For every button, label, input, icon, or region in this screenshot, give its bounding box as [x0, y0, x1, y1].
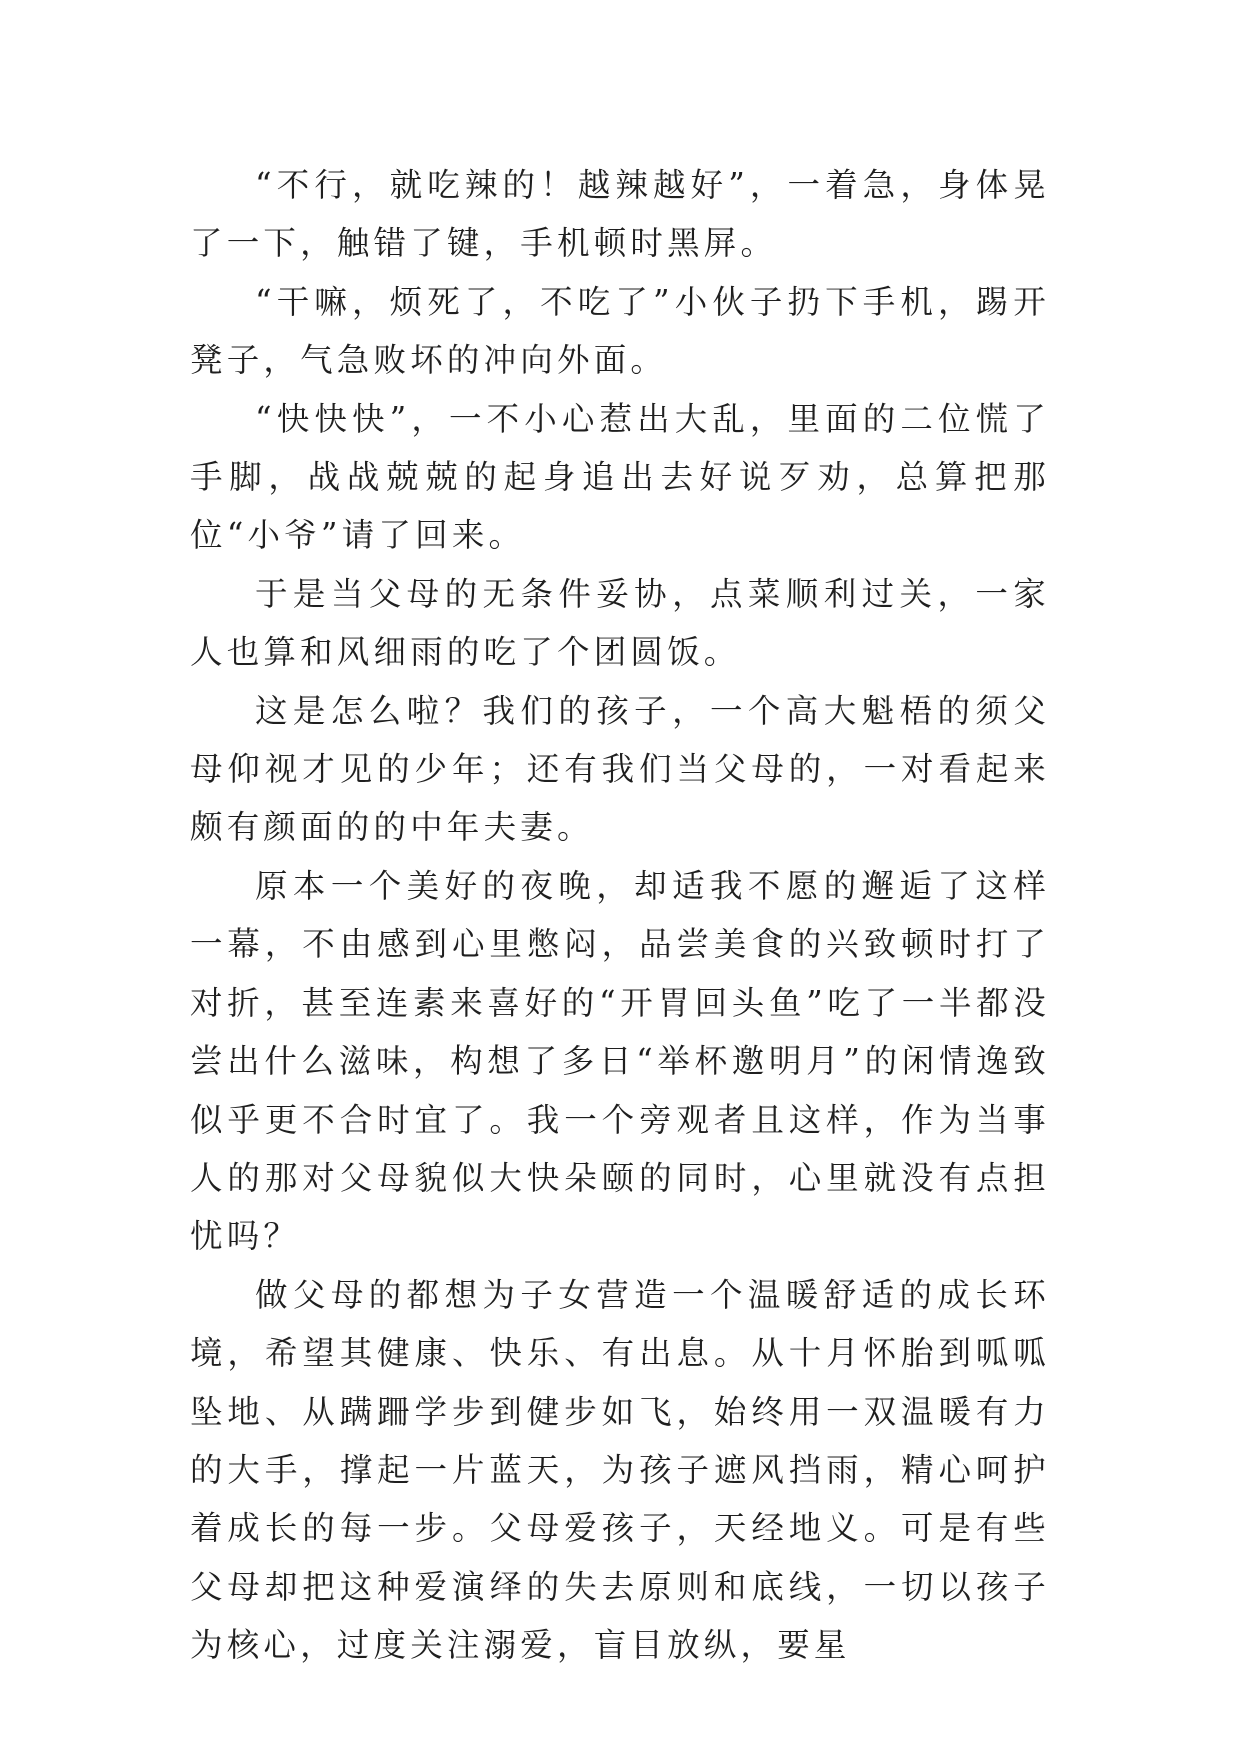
document-body	[190, 156, 1050, 1675]
paragraph-4: 于是当父母的无条件妥协，点菜顺利过关，一家人也算和风细雨的吃了个团圆饭。	[190, 574, 1050, 672]
paragraph-2: “干嘛，烦死了，不吃了”小伙子扔下手机，踢开凳子，气急败坏的冲向外面。	[190, 282, 1050, 380]
paragraph-7: 做父母的都想为子女营造一个温暖舒适的成长环境，希望其健康、快乐、有出息。从十月怀胎到呱呱坠地、从蹒跚学步到健步如飞，始终用一双温暖有力的大手，撑起一片蓝天，为孩子遮风挡雨，精心呵护着成长的每一步。父母爱孩子，天经地义。可是有些父母却把这种爱演绎的失去原则和底线，一切以孩子为核心，过度关注溺爱，盲目放纵，要星	[190, 1275, 1050, 1665]
paragraph-5: 这是怎么啦？我们的孩子，一个高大魁梧的须父母仰视才见的少年；还有我们当父母的，一对看起来颇有颜面的的中年夫妻。	[190, 691, 1050, 847]
paragraph-1: “不行，就吃辣的！越辣越好”，一着急，身体晃了一下，触错了键，手机顿时黑屏。	[190, 166, 1050, 263]
paragraph-6: 原本一个美好的夜晚，却适我不愿的邂逅了这样一幕，不由感到心里憋闷，品尝美食的兴致顿时打了对折，甚至连素来喜好的“开胃回头鱼”吃了一半都没尝出什么滋味，构想了多日“举杯邀明月”的闲情逸致似乎更不合时宜了。我一个旁观者且这样，作为当事人的那对父母貌似大快朵颐的同时，心里就没有点担忧吗？	[190, 866, 1050, 1256]
paragraph-3: “快快快”，一不小心惹出大乱，里面的二位慌了手脚，战战兢兢的起身追出去好说歹劝，总算把那位“小爷”请了回来。	[190, 399, 1050, 555]
